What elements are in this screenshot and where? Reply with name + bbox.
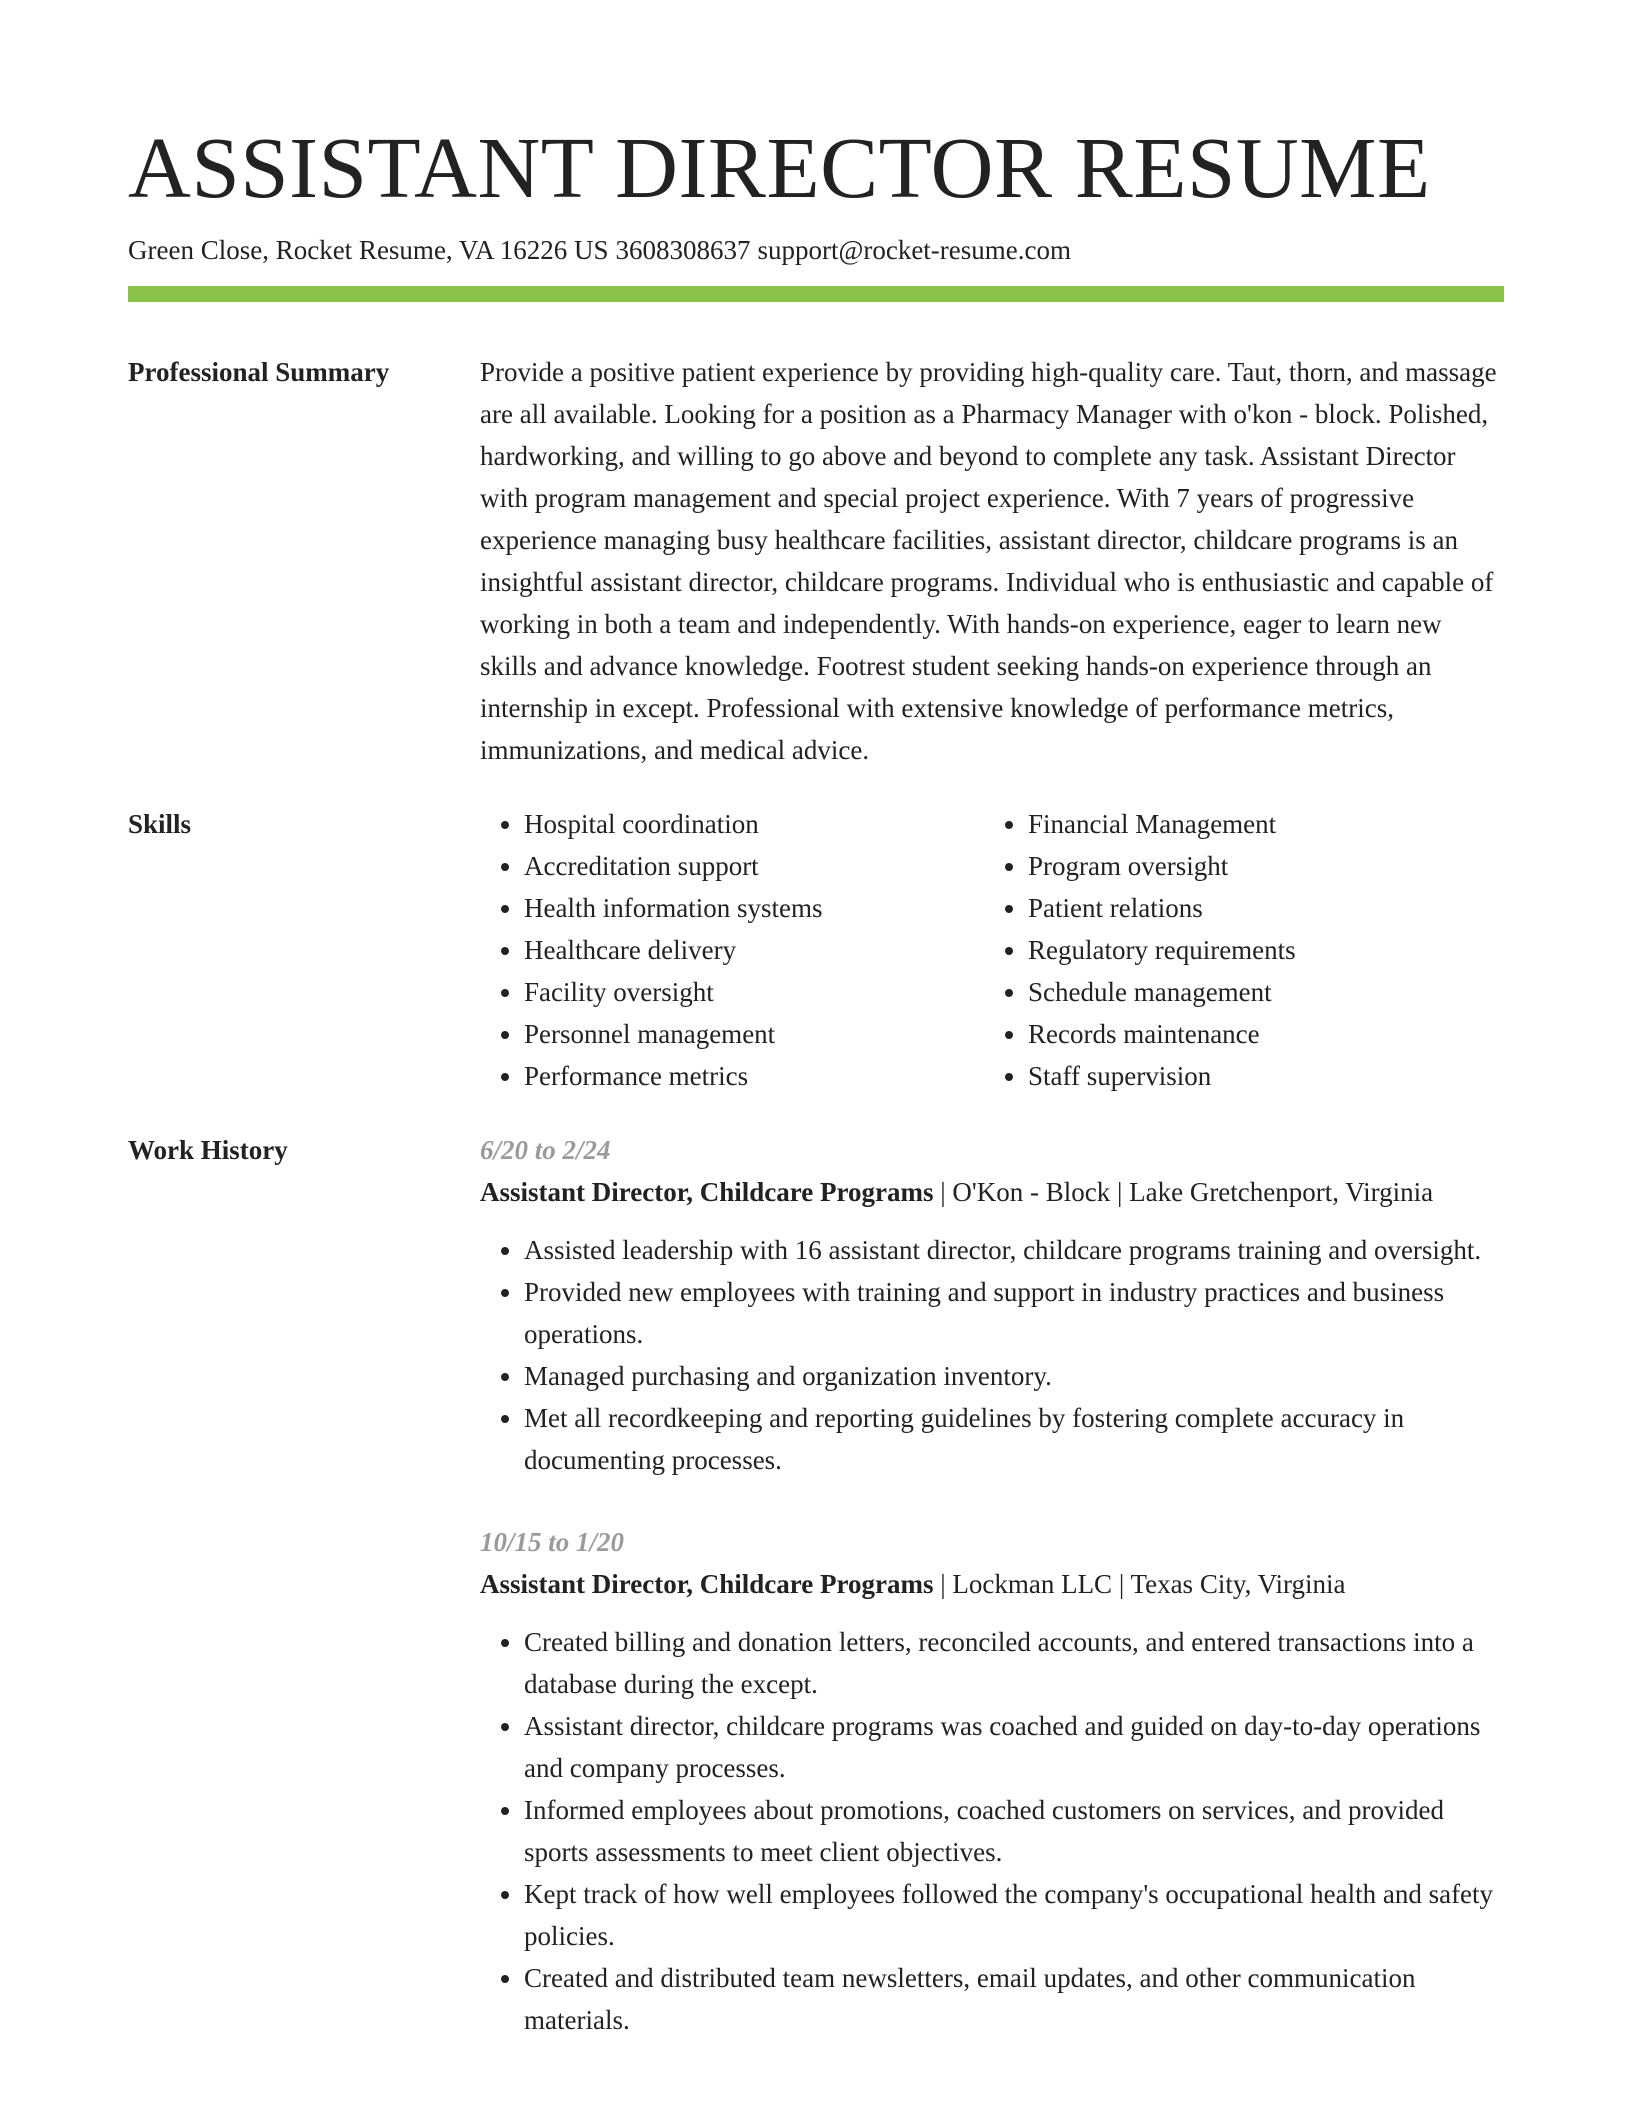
work-history-body [480,1129,1504,2041]
resume-title: ASSISTANT DIRECTOR RESUME [128,119,1431,216]
skill-item: • Program oversight [1028,845,1488,887]
job-bullet: • Assistant director, childcare programs was coached and guided on day-to-day operations and company processes. [524,1705,1504,1789]
job-bullet: • Kept track of how well employees followed the company's occupational health and safety policies. [524,1873,1504,1957]
job-bullet: • Informed employees about promotions, coached customers on services, and provided sports assessments to meet client objectives. [524,1789,1504,1873]
work-history-heading: Work History [128,1135,288,1165]
job-dates: 10/15 to 1/20 [480,1527,625,1557]
skill-item: • Performance metrics [524,1055,984,1097]
job-bullet: • Met all recordkeeping and reporting guidelines by fostering complete accuracy in documenting processes. [524,1397,1504,1481]
skills-list-right [984,803,1488,1097]
skill-item: • Staff supervision [1028,1055,1488,1097]
job-header [480,1171,1504,1213]
skill-item: • Healthcare delivery [524,929,984,971]
skills-section [128,803,1504,1097]
job-employer-location: | O'Kon - Block | Lake Gretchenport, Virginia [933,1177,1434,1207]
contact-email: support@rocket-resume.com [757,235,1072,265]
skill-item: • Personnel management [524,1013,984,1055]
skill-item: • Facility oversight [524,971,984,1013]
contact-line [128,232,1504,268]
contact-phone: 3608308637 [615,235,751,265]
skills-body [480,803,1504,1097]
summary-heading: Professional Summary [128,357,390,387]
accent-divider [128,286,1504,302]
job-employer-location: | Lockman LLC | Texas City, Virginia [933,1569,1346,1599]
skills-list-left [480,803,984,1097]
job-bullet: • Assisted leadership with 16 assistant director, childcare programs training and oversight. [524,1229,1504,1271]
job-title: Assistant Director, Childcare Programs [480,1177,934,1207]
job-bullet-list [480,1621,1504,2041]
job-bullet: • Managed purchasing and organization inventory. [524,1355,1504,1397]
skills-columns [480,803,1504,1097]
job-bullet: • Created billing and donation letters, reconciled accounts, and entered transactions into a database during the except. [524,1621,1504,1705]
job-entry [480,1129,1504,1481]
skills-column-left [480,803,984,1097]
skill-item: • Hospital coordination [524,803,984,845]
job-title: Assistant Director, Childcare Programs [480,1569,934,1599]
skill-item: • Health information systems [524,887,984,929]
skills-column-right [984,803,1488,1097]
contact-address: Green Close, Rocket Resume, VA 16226 US [128,235,609,265]
job-bullet: • Provided new employees with training and support in industry practices and business operations. [524,1271,1504,1355]
skill-item: • Financial Management [1028,803,1488,845]
summary-text: Provide a positive patient experience by providing high-quality care. Taut, thorn, and massage are all available. Looking for a position as a Pharmacy Manager with o'kon - block. Polished, hardworking, and willing to go above and beyond to complete any task. Assistant Director with program management and special project experience. With 7 years of progressive experience managing busy healthcare facilities, assistant director, childcare programs is an insightful assistant director, childcare programs. Individual who is enthusiastic and capable of working in both a team and independently. With hands-on experience, eager to learn new skills and advance knowledge. Footrest student seeking hands-on experience through an internship in except. Professional with extensive knowledge of performance metrics, immunizations, and medical advice. [480,357,1497,765]
job-bullet: • Created and distributed team newsletters, email updates, and other communication materials. [524,1957,1504,2041]
skill-item: • Schedule management [1028,971,1488,1013]
skill-item: • Accreditation support [524,845,984,887]
work-history-section [128,1129,1504,2041]
summary-section [128,351,1504,771]
job-entry [480,1521,1504,2041]
skill-item: • Regulatory requirements [1028,929,1488,971]
skill-item: • Records maintenance [1028,1013,1488,1055]
job-header [480,1563,1504,1605]
job-bullet-list [480,1229,1504,1481]
job-dates: 6/20 to 2/24 [480,1135,611,1165]
skills-heading: Skills [128,809,192,839]
skill-item: • Patient relations [1028,887,1488,929]
